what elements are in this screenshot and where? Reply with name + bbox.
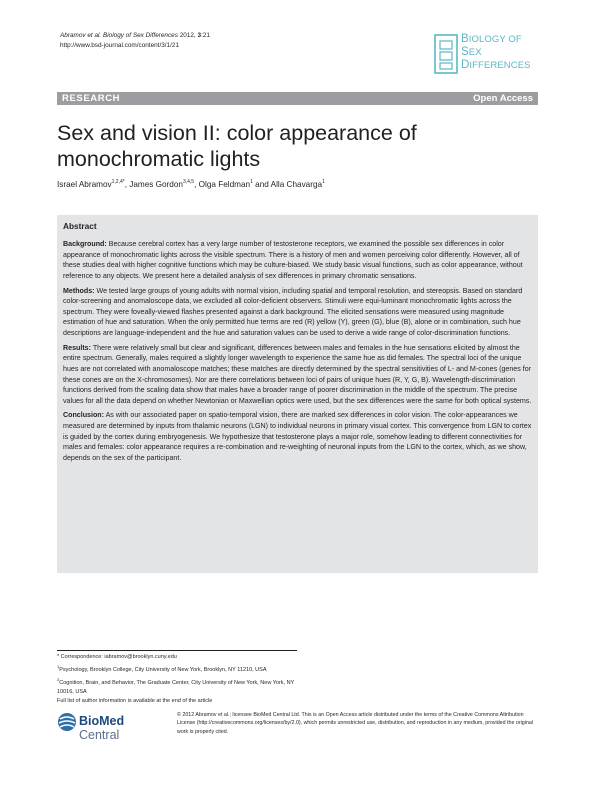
- affiliation-1: $^1$Psychology, Brooklyn College, City University of New York, Brooklyn, NY 11210, USA: [57, 664, 267, 674]
- article-type-label: RESEARCH: [62, 93, 121, 104]
- article-type-bar: [57, 92, 538, 105]
- license-text: © 2012 Abramov et al.; licensee BioMed Central Ltd. This is an Open Access article distributed under the terms of the Creative Commons Attribution License (http://creativecommons.org/licenses/by/2.0), which permits unrestricted use, distribution, and reproduction in any medium, provided the original work is properly cited.: [177, 712, 533, 735]
- author-info-note: Full list of author information is available at the end of the article: [57, 698, 213, 705]
- author-name[interactable]: Alla Chavarga: [270, 180, 323, 189]
- journal-logo-text: BIOLOGY OF SEX DIFFERENCES: [461, 33, 531, 72]
- journal-logo-mark-icon: [434, 33, 458, 75]
- abstract-box: [57, 215, 538, 573]
- citation-line: [60, 31, 210, 41]
- author-affiliation-sup[interactable]: 1: [250, 179, 253, 185]
- abstract-results: Results: There were relatively small but clear and significant, differences between males and females in the hue sensations elicited by almost the entire spectrum. Generally, males required a slightly longer wavelength to experience the same hue as did females. The spectral loci of the unique hues are not correlated with anomaloscope matches; these matches are directly determined by the spectral sensitivities of L- and M-cones (genes for these cones are on the X-chromosomes). Nor are there correlations between loci of pairs of unique hues (R, Y, G, B). Wavelength-discrimination functions derived from the scaling data show that males have a broader range of poorer discrimination in the middle of the spectrum. The precise values for all the data depend on whether Newtonian or Maxwellian optics were used, but the sex differences were the same for both optical systems.: [63, 343, 532, 405]
- journal-logo: [434, 33, 539, 75]
- footnotes: [57, 650, 297, 707]
- abstract-body: [63, 239, 532, 468]
- article-url[interactable]: http://www.bsd-journal.com/content/3/1/21: [60, 41, 180, 49]
- affiliation-2: $^2$Cognition, Brain, and Behavior, The Graduate Center, City University of New York, New York, NY 10016, USA: [57, 677, 295, 696]
- abstract-methods: Methods: We tested large groups of young adults with normal vision, including spatial and temporal resolution, and stereopsis. Based on standard color-screening and anomaloscope data, we excluded all color-deficient observers. Stimuli were equi-luminant monochromatic lights across the spectrum. They were foveally-viewed flashes presented against a dark background. The elicited sensations were measured using magnitude estimation of hue and saturation. When the only permitted hue terms are red (R) yellow (Y), green (G), blue (B), alone or in combination, such hue descriptions are language-independent and the hue and saturation values can be used to derive a wide range of color-discrimination functions.: [63, 286, 523, 337]
- citation-authors: Abramov et al.: [60, 32, 102, 39]
- citation-journal: Biology of Sex Differences: [102, 32, 178, 39]
- correspondence-email[interactable]: * Correspondence: iabramov@brooklyn.cuny.edu: [57, 654, 177, 660]
- author-list: Israel Abramov$^{1,2,4*}$, James Gordon$^{3,4,5}$, Olga Feldman$^1$ and Alla Chavarga$^1$: [57, 179, 325, 189]
- article-title: Sex and vision II: color appearance of monochromatic lights: [57, 121, 417, 171]
- citation-header: [60, 31, 210, 50]
- abstract-background: Background: Because cerebral cortex has a very large number of testosterone receptors, we examined the possible sex differences in color appearance of monochromatic lights across the visible spectrum. There is a history of men and women perceiving color differently. However, all of these studies deal with higher cognitive functions which may be culture-biased. We study basic visual functions, such as color appearance, without reference to any objects. We present here a detailed analysis of sex differences in primary chromatic sensations.: [63, 240, 523, 280]
- open-access-label: Open Access: [473, 93, 533, 104]
- citation-year: 2012,: [179, 32, 196, 39]
- abstract-heading: Abstract: [63, 221, 97, 231]
- author-affiliation-sup[interactable]: 1,2,4*: [111, 179, 125, 185]
- author-affiliation-sup[interactable]: 3,4,5: [182, 179, 195, 185]
- abstract-conclusion: Conclusion: As with our associated paper on spatio-temporal vision, there are marked sex differences in color vision. The color-appearances we measured are determined by inputs from thalamic neurons (LGN) to individual neurons in primary visual cortex. This convergence from LGN to cortex is guided by the cortex during embryogenesis. We hypothesize that testosterone plays a major role, somehow leading to different connectivities for males and females: color appearance requires a re-combination and re-weighting of neuronal inputs from the LGN to the cortex, which, as we show, depends on the sex of the participant.: [63, 411, 532, 462]
- publisher-name: BioMed Central: [79, 714, 125, 742]
- publisher-logo: [57, 711, 167, 742]
- author-name[interactable]: Israel Abramov: [57, 180, 112, 189]
- citation-volume: 3: [197, 32, 202, 39]
- author-affiliation-sup[interactable]: 1: [322, 179, 325, 185]
- biomed-central-globe-icon: [57, 712, 77, 732]
- author-name[interactable]: James Gordon: [129, 180, 183, 189]
- citation-article: :21: [201, 32, 210, 39]
- author-name[interactable]: Olga Feldman: [198, 180, 251, 189]
